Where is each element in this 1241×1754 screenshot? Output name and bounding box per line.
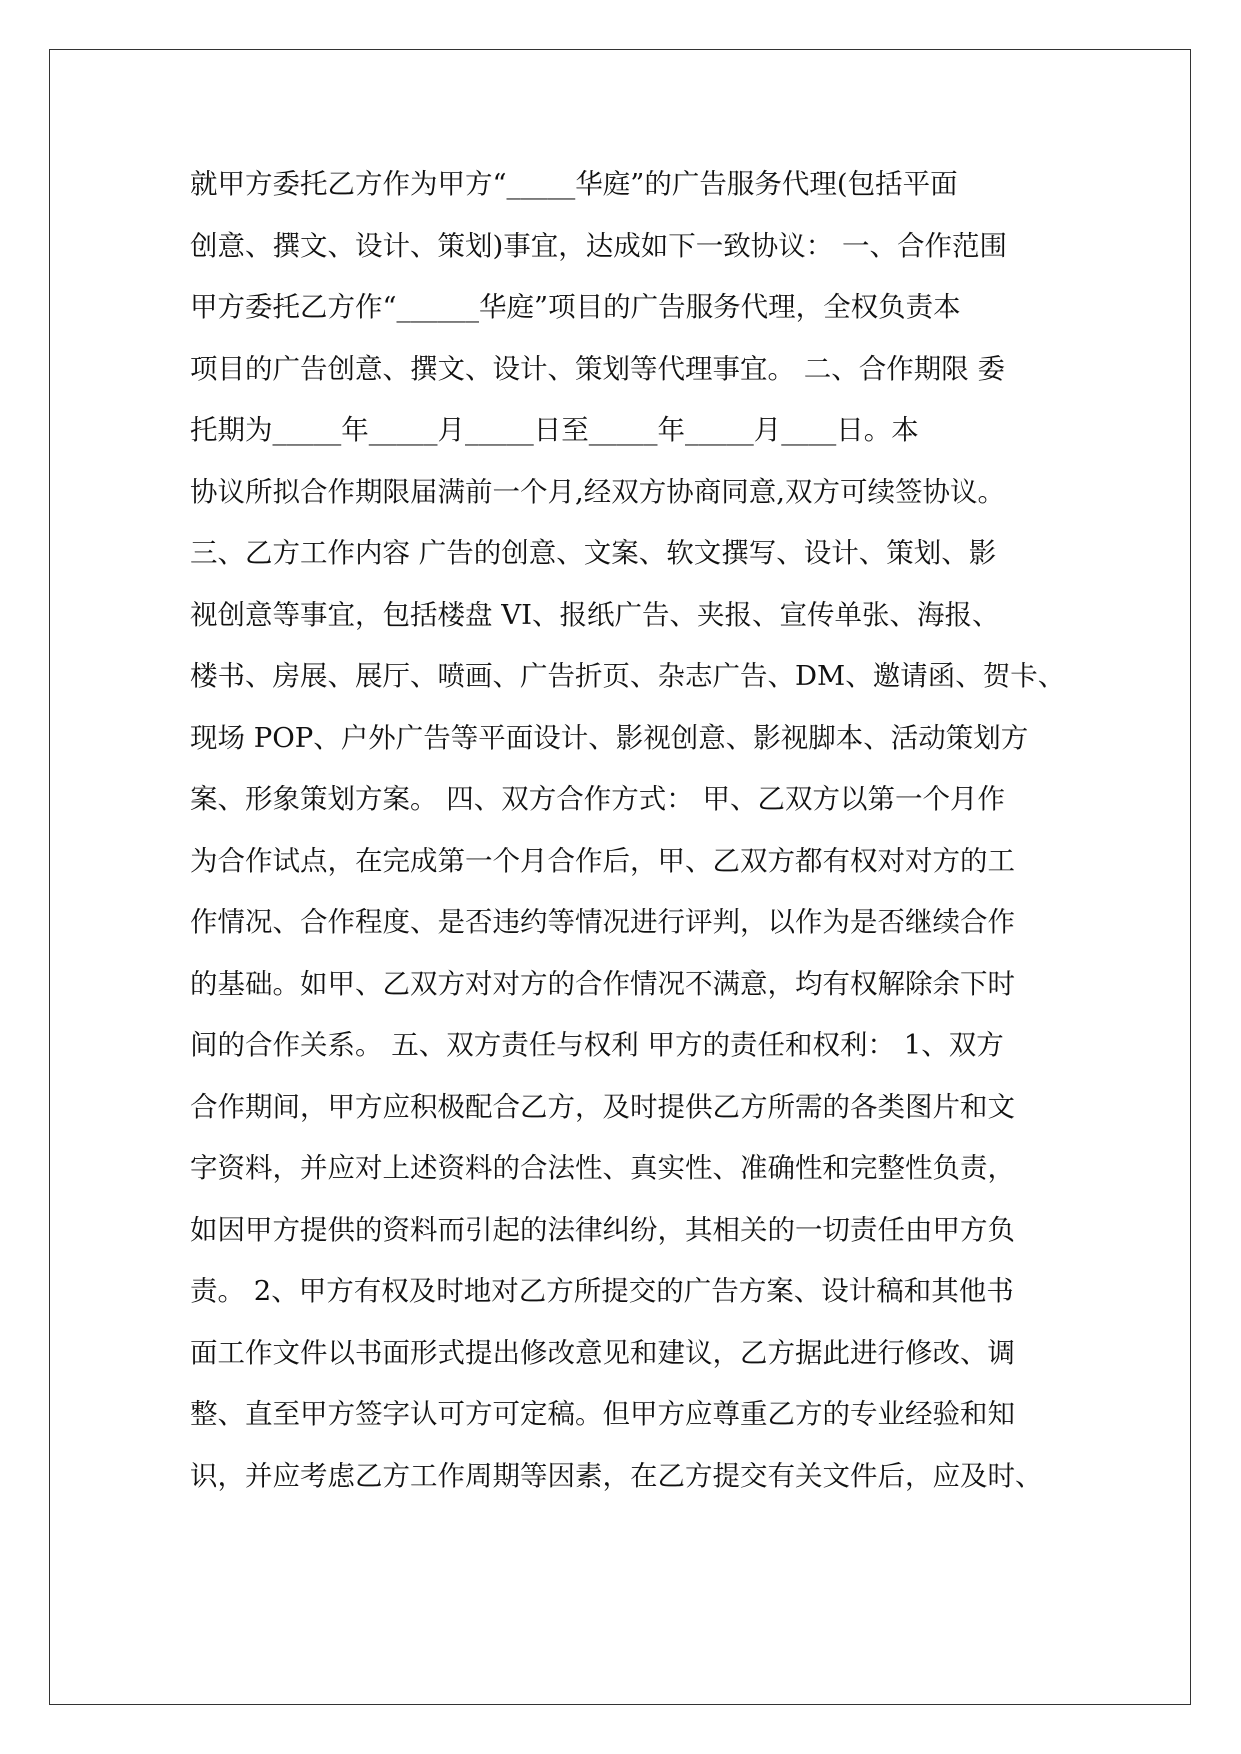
text-line: 托期为_____年_____月_____日至_____年_____月____日。本 xyxy=(190,414,919,446)
text-line: 整、直至甲方签字认可方可定稿。但甲方应尊重乙方的专业经验和知 xyxy=(190,1398,1015,1430)
text-line: 为合作试点，在完成第一个月合作后，甲、乙双方都有权对对方的工 xyxy=(190,844,1015,877)
text-line: 合作期间，甲方应积极配合乙方，及时提供乙方所需的各类图片和文 xyxy=(190,1090,1015,1123)
text-line: 的基础。如甲、乙双方对对方的合作情况不满意，均有权解除余下时 xyxy=(190,967,1015,1000)
text-line: 责。 2、甲方有权及时地对乙方所提交的广告方案、设计稿和其他书 xyxy=(190,1275,1014,1307)
text-line: 三、乙方工作内容 广告的创意、文案、软文撰写、设计、策划、影 xyxy=(190,537,997,569)
text-line: 协议所拟合作期限届满前一个月,经双方协商同意,双方可续签协议。 xyxy=(190,475,1005,508)
text-line: 项目的广告创意、撰文、设计、策划等代理事宜。 二、合作期限 委 xyxy=(190,352,1005,385)
text-line: 视创意等事宜，包括楼盘 VI、报纸广告、夹报、宣传单张、海报、 xyxy=(190,598,1000,631)
text-line: 间的合作关系。 五、双方责任与权利 甲方的责任和权利： 1、双方 xyxy=(190,1029,1004,1061)
text-line: 就甲方委托乙方作为甲方“_____华庭”的广告服务代理(包括平面 xyxy=(190,168,958,200)
text-line: 楼书、房展、展厅、喷画、广告折页、杂志广告、DM、邀请函、贺卡、 xyxy=(190,660,1066,692)
text-line: 作情况、合作程度、是否违约等情况进行评判，以作为是否继续合作 xyxy=(190,906,1015,938)
text-line: 面工作文件以书面形式提出修改意见和建议，乙方据此进行修改、调 xyxy=(190,1336,1015,1369)
text-line: 创意、撰文、设计、策划)事宜，达成如下一致协议： 一、合作范围 xyxy=(190,229,1007,262)
text-line: 甲方委托乙方作“______华庭”项目的广告服务代理，全权负责本 xyxy=(190,291,961,323)
text-line: 字资料，并应对上述资料的合法性、真实性、准确性和完整性负责， xyxy=(190,1152,1015,1184)
text-line: 如因甲方提供的资料而引起的法律纠纷，其相关的一切责任由甲方负 xyxy=(190,1213,1015,1246)
contract-body-text xyxy=(190,154,1066,1507)
text-line: 现场 POP、户外广告等平面设计、影视创意、影视脚本、活动策划方 xyxy=(190,721,1029,754)
text-line: 识，并应考虑乙方工作周期等因素，在乙方提交有关文件后，应及时、 xyxy=(190,1459,1043,1492)
text-line: 案、形象策划方案。 四、双方合作方式： 甲、乙双方以第一个月作 xyxy=(190,783,1005,815)
